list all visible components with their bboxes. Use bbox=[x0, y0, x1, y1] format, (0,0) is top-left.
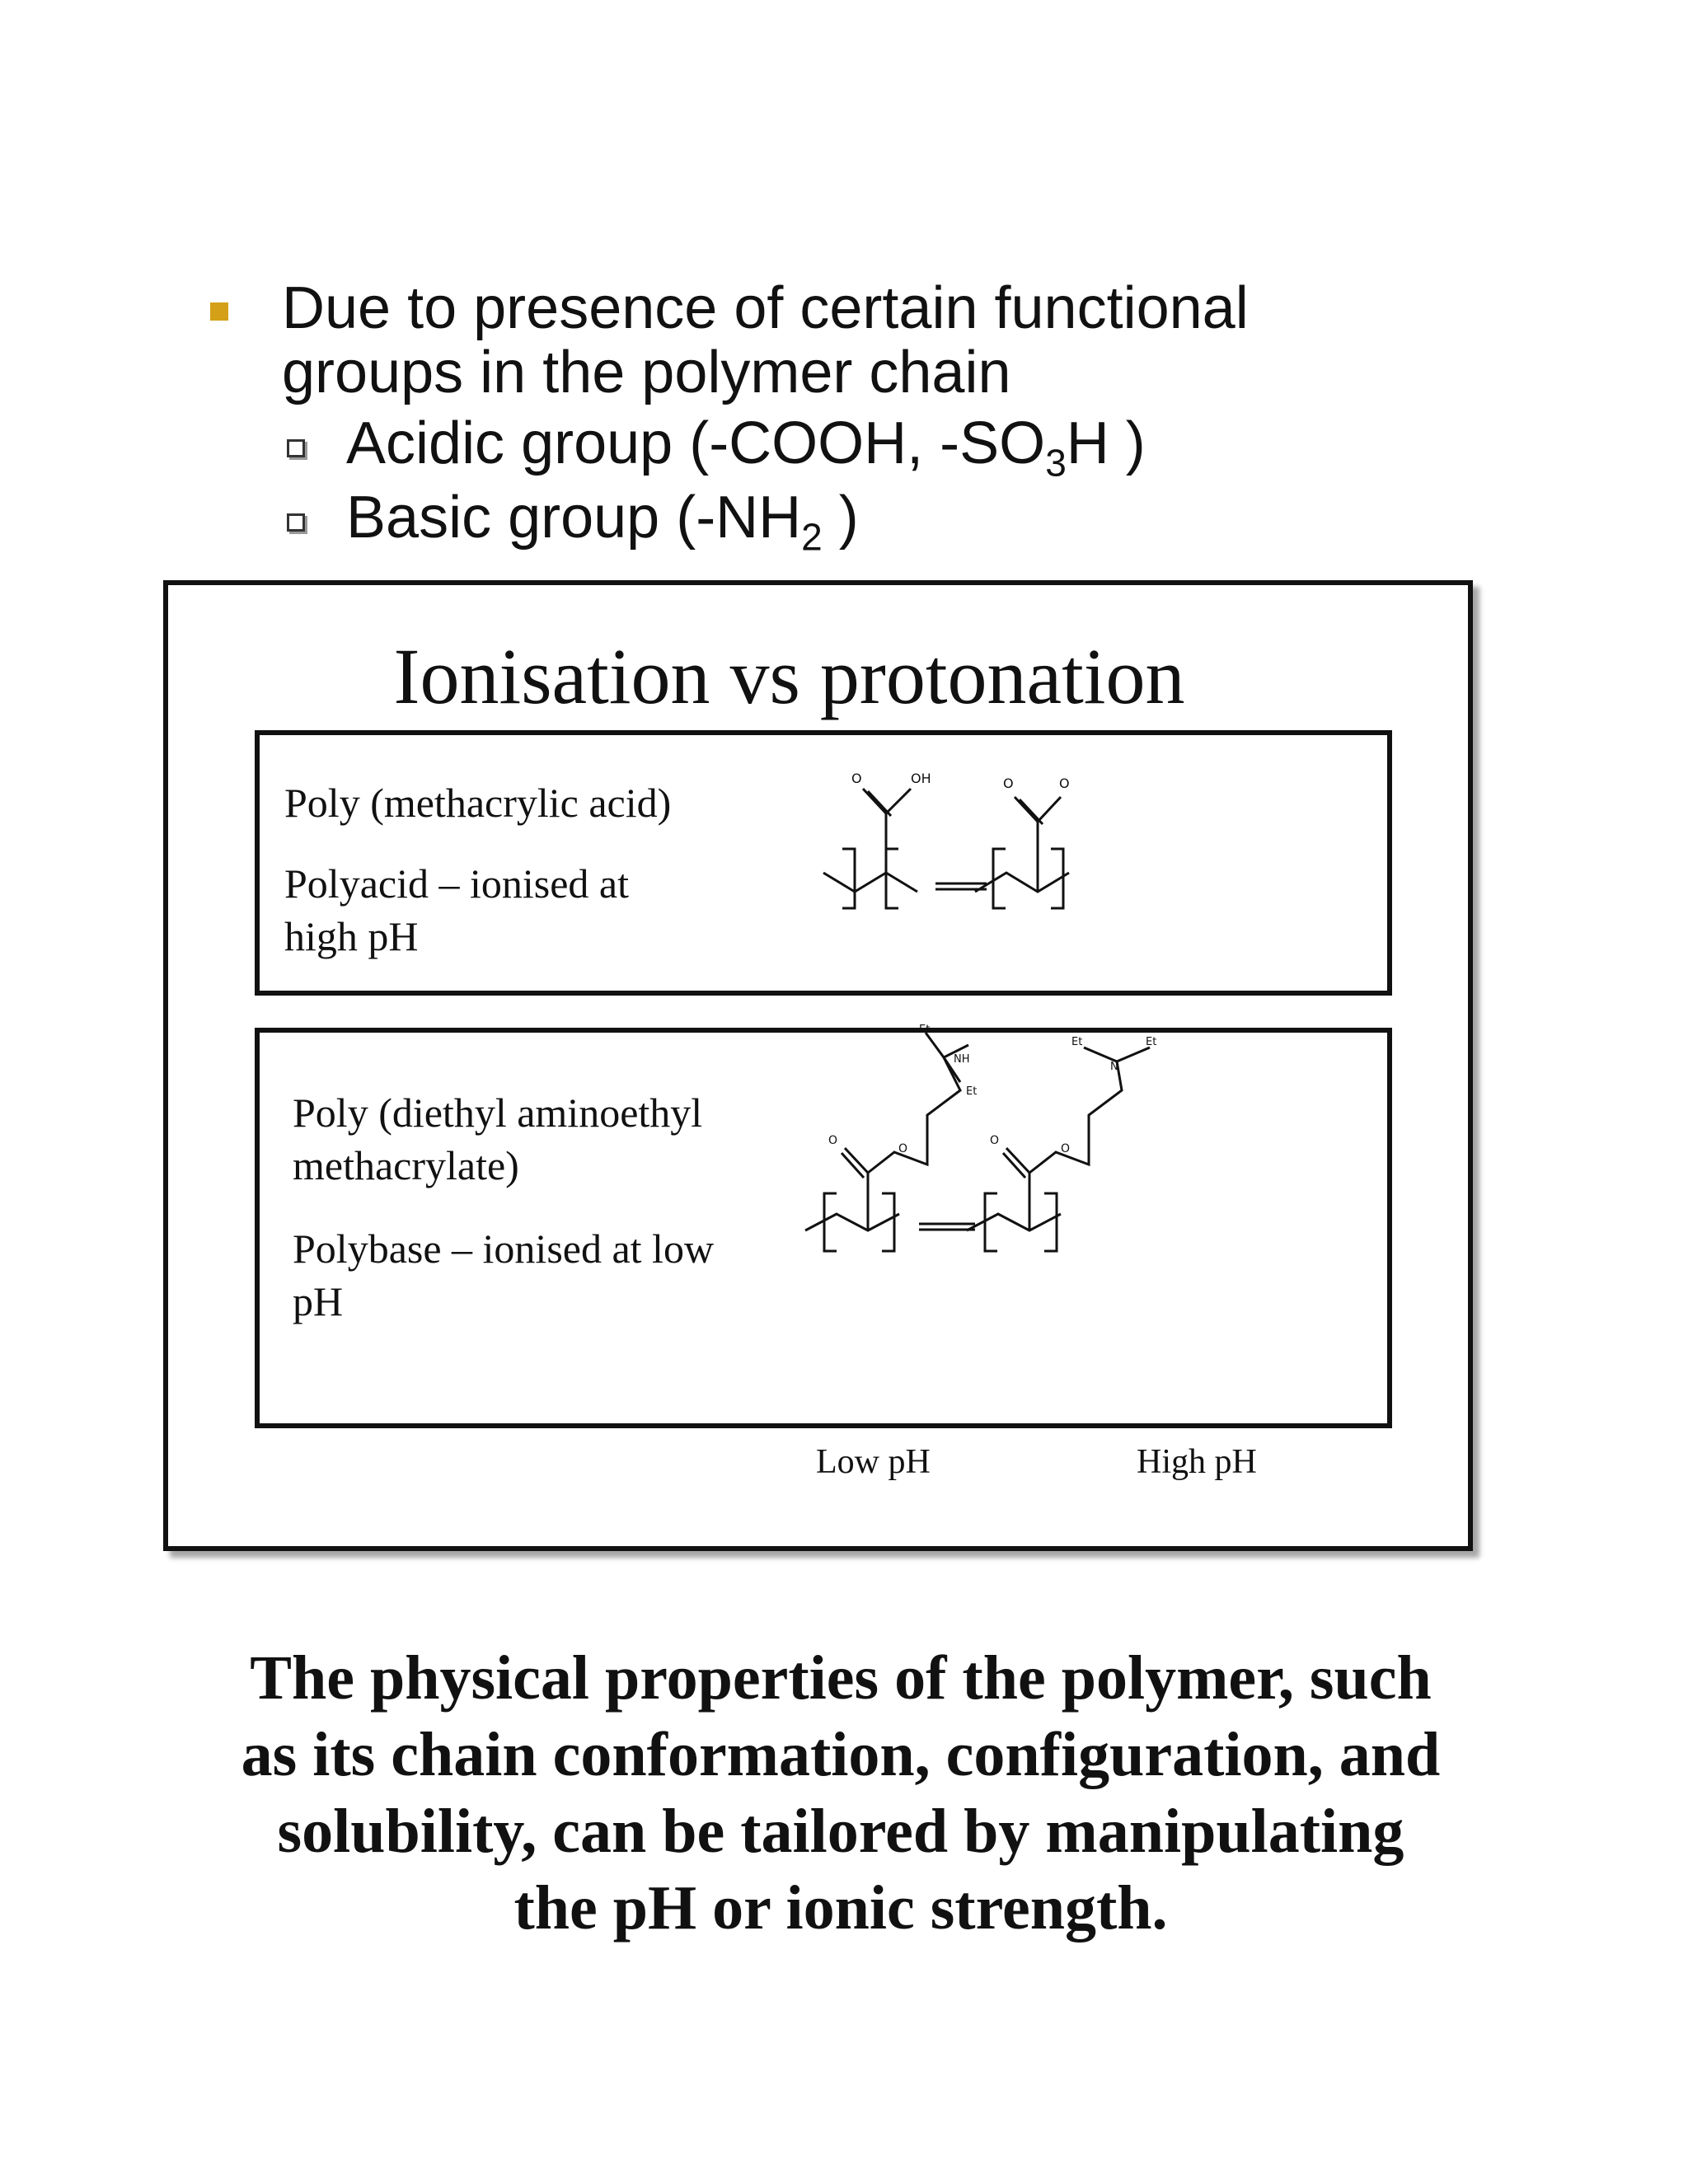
oxygen-label: O bbox=[851, 771, 862, 786]
ionisation-slide bbox=[163, 580, 1473, 1551]
ester-oxygen-label: O bbox=[1061, 1142, 1071, 1155]
equilibrium-arrow-icon bbox=[919, 1224, 975, 1230]
sub-bullet-text: H ) bbox=[1066, 410, 1146, 476]
oxygen-label: O bbox=[990, 1134, 1000, 1147]
methacrylic-acid-unit bbox=[823, 771, 931, 908]
bullet-list bbox=[198, 275, 1434, 559]
caption bbox=[132, 1640, 1550, 1947]
subscript: 3 bbox=[1045, 441, 1067, 485]
hydroxyl-label: OH bbox=[911, 771, 931, 786]
high-ph-label: High pH bbox=[1137, 1443, 1257, 1481]
caption-line2: as its chain conformation, configuration, and bbox=[241, 1720, 1441, 1789]
protonated-aminoethyl-unit bbox=[805, 1024, 977, 1251]
ester-oxygen-label: O bbox=[898, 1142, 908, 1155]
polyacid-panel bbox=[255, 730, 1392, 996]
sub-bullet-text: Basic group (-NH bbox=[346, 485, 802, 551]
polybase-name-line2: methacrylate) bbox=[293, 1142, 519, 1188]
polyacid-equilibrium-structure bbox=[260, 735, 1387, 991]
caption-line1: The physical properties of the polymer, such bbox=[250, 1643, 1432, 1713]
oxygen-anion-label: O bbox=[1059, 776, 1070, 791]
polybase-panel bbox=[255, 1024, 1392, 1428]
ethyl-label: Et bbox=[1071, 1036, 1083, 1048]
low-ph-label: Low pH bbox=[816, 1443, 931, 1481]
slide-title: Ionisation vs protonation bbox=[393, 632, 1185, 720]
polyacid-name: Poly (methacrylic acid) bbox=[284, 780, 672, 826]
sub-bullet-basic bbox=[198, 480, 1434, 559]
bullet-main-line1: Due to presence of certain functional bbox=[282, 275, 1249, 341]
polybase-equilibrium-structure bbox=[260, 983, 1387, 1313]
subscript: 2 bbox=[801, 515, 823, 559]
ethyl-label: Et bbox=[919, 1024, 931, 1036]
ethyl-label: Et bbox=[966, 1085, 978, 1098]
sub-bullet-acidic bbox=[198, 406, 1434, 485]
bullet-main bbox=[198, 276, 1434, 405]
sub-bullet-text: ) bbox=[822, 485, 859, 551]
hollow-square-bullet-icon bbox=[287, 439, 305, 457]
polyacid-desc-line2: high pH bbox=[284, 913, 419, 959]
methacrylate-anion-unit bbox=[975, 776, 1070, 908]
amine-label: N bbox=[1110, 1061, 1118, 1073]
bullet-main-line2: groups in the polymer chain bbox=[282, 340, 1011, 405]
polybase-name-line1: Poly (diethyl aminoethyl bbox=[293, 1090, 703, 1136]
ammonium-label: NH bbox=[954, 1053, 970, 1066]
oxygen-label: O bbox=[1003, 776, 1014, 791]
ethyl-label: Et bbox=[1146, 1036, 1157, 1048]
sub-bullet-text: Acidic group (-COOH, -SO bbox=[346, 410, 1046, 476]
polybase-desc-line1: Polybase – ionised at low bbox=[293, 1226, 715, 1272]
polyacid-desc-line1: Polyacid – ionised at bbox=[284, 860, 629, 907]
hollow-square-bullet-icon bbox=[287, 513, 305, 532]
aminoethyl-unit bbox=[967, 1036, 1156, 1251]
square-bullet-icon bbox=[210, 302, 228, 321]
caption-line4: the pH or ionic strength. bbox=[513, 1873, 1168, 1943]
oxygen-label: O bbox=[828, 1134, 838, 1147]
polybase-desc-line2: pH bbox=[293, 1278, 344, 1324]
caption-line3: solubility, can be tailored by manipulating bbox=[277, 1797, 1404, 1866]
